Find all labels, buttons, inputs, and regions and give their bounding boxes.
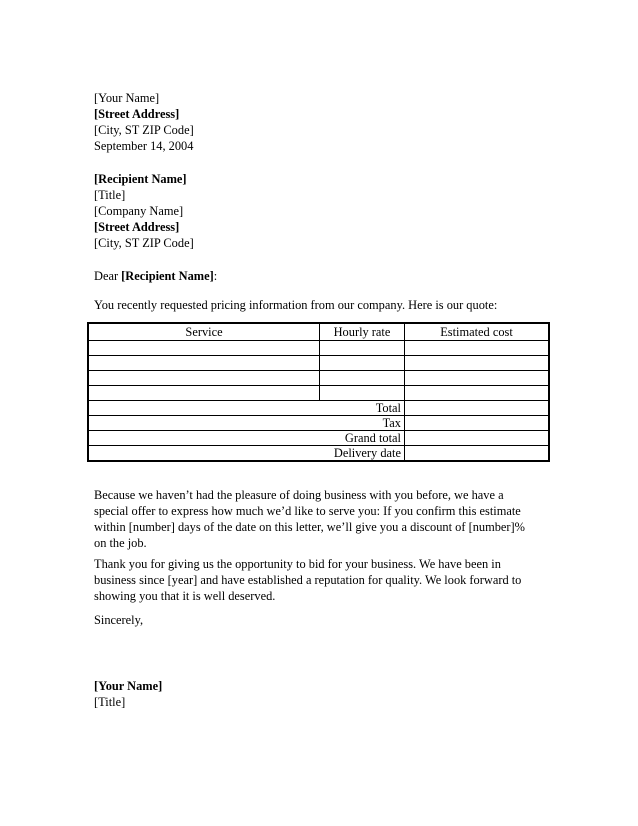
salutation [94, 268, 217, 284]
salutation-suffix: : [213, 269, 218, 283]
signature-name: [Your Name] [94, 679, 163, 693]
table-cell [88, 341, 320, 356]
table-cell [88, 386, 320, 401]
recipient-address [94, 171, 194, 251]
table-row [88, 386, 549, 401]
table-row [88, 356, 549, 371]
table-cell [88, 356, 320, 371]
thanks-paragraph: Thank you for giving us the opportunity to bid for your business. We have been in business since [year] and have established a reputation for quality. We look forward to showing you that it is well deserved. [94, 557, 522, 603]
table-cell [320, 341, 405, 356]
summary-row-total [88, 401, 549, 416]
table-row [88, 371, 549, 386]
sender-address [94, 90, 194, 154]
header-estimated-cost: Estimated cost [405, 323, 550, 341]
summary-label-total: Total [88, 401, 405, 416]
header-service: Service [88, 323, 320, 341]
recipient-street: [Street Address] [94, 220, 180, 234]
signature-block [94, 678, 162, 710]
summary-value-tax [405, 416, 550, 431]
table-header-row [88, 323, 549, 341]
summary-value-total [405, 401, 550, 416]
summary-value-grand-total [405, 431, 550, 446]
table-cell [405, 386, 550, 401]
table-cell [405, 356, 550, 371]
summary-row-grand-total [88, 431, 549, 446]
letter-date: September 14, 2004 [94, 139, 194, 153]
table-cell [320, 386, 405, 401]
closing: Sincerely, [94, 613, 144, 627]
sender-name: [Your Name] [94, 91, 160, 105]
recipient-company: [Company Name] [94, 204, 184, 218]
quote-table [87, 322, 550, 462]
table-cell [405, 371, 550, 386]
sender-street: [Street Address] [94, 107, 180, 121]
summary-row-tax [88, 416, 549, 431]
recipient-city: [City, ST ZIP Code] [94, 236, 194, 250]
signature-title: [Title] [94, 695, 126, 709]
summary-label-grand-total: Grand total [88, 431, 405, 446]
salutation-prefix: Dear [94, 269, 122, 283]
recipient-name: [Recipient Name] [94, 172, 187, 186]
table-cell [320, 356, 405, 371]
sender-city: [City, ST ZIP Code] [94, 123, 194, 137]
salutation-name: [Recipient Name] [121, 269, 214, 283]
summary-value-delivery-date [405, 446, 550, 462]
recipient-title: [Title] [94, 188, 126, 202]
intro-paragraph [94, 297, 497, 313]
intro-text: You recently requested pricing information from our company. Here is our quote: [94, 298, 498, 312]
table-cell [88, 371, 320, 386]
table-row [88, 341, 549, 356]
summary-label-delivery-date: Delivery date [88, 446, 405, 462]
table-cell [405, 341, 550, 356]
summary-label-tax: Tax [88, 416, 405, 431]
table-cell [320, 371, 405, 386]
offer-paragraph: Because we haven’t had the pleasure of doing business with you before, we have a special offer to express how much we’d like to serve you: If you confirm this estimate within [number] days of the date on this letter, we’ll give you a discount of [number]% on the job. [94, 488, 525, 550]
header-hourly-rate: Hourly rate [320, 323, 405, 341]
summary-row-delivery-date [88, 446, 549, 462]
